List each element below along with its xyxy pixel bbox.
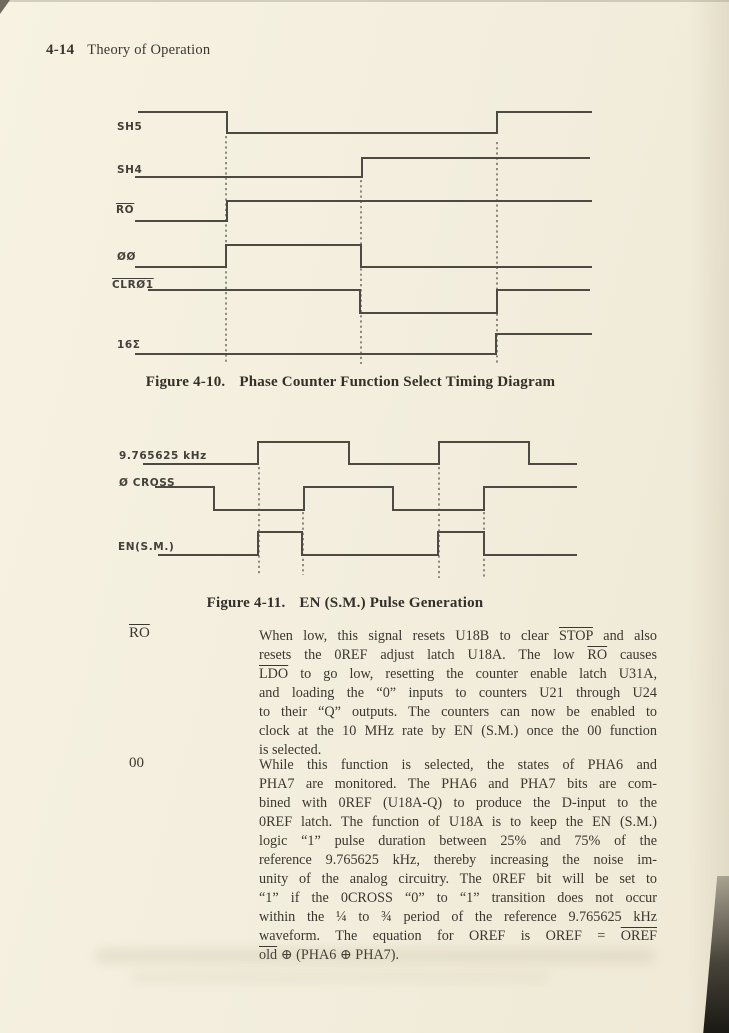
waveform-REF-9-765625-KHZ: [143, 442, 577, 464]
waveform-ZERO-ZERO: [135, 245, 592, 267]
waveform-SH5: [138, 112, 592, 133]
text-line: PHA7 are monitored. The PHA6 and PHA7 bits are com-: [259, 776, 657, 792]
signal-label-SH4: SH4: [117, 164, 143, 176]
figure-4-11-timing-diagram: [100, 435, 595, 585]
figure-4-11-caption-label: Figure 4-11.: [206, 595, 286, 611]
text-line: 0REF latch. The function of U18A is to keep the EN (S.M.): [259, 814, 657, 830]
text-line: unity of the analog circuitry. The 0REF bit will be set to: [259, 871, 657, 887]
zero-zero-description-paragraph: [259, 756, 657, 965]
ink-bleedthrough-artifact: [95, 948, 655, 964]
text-line: logic “1” pulse duration between 25% and 75% of the: [259, 833, 657, 849]
text-line: “1” if the 0CROSS “0” to “1” transition does not occur: [259, 890, 657, 906]
text-line: $\overline{old}$ ⊕ (PHA6 ⊕ PHA7).: [259, 947, 400, 963]
overlined-signal-name: OREF: [620, 928, 657, 944]
figure-4-11-caption: [95, 595, 595, 612]
text-line: and loading the “0” inputs to counters U21 through U24: [259, 685, 657, 701]
signal-label-16-SIGMA: 16Σ: [117, 339, 141, 351]
text-line: within the ¼ to ¾ period of the reference 9.765625 kHz: [259, 909, 657, 925]
figure-4-11-caption-title: EN (S.M.) Pulse Generation: [299, 595, 484, 611]
text-line: is selected.: [259, 742, 322, 758]
figure-4-10-caption: [98, 374, 603, 391]
waveform-CLR01: [148, 290, 590, 313]
waveform-0-CROSS: [155, 487, 577, 510]
text-line: bined with 0REF (U18A-Q) to produce the D-input to the: [259, 795, 657, 811]
signal-label-RO: $\overline{RO}$: [116, 204, 135, 216]
figure-4-10-waveform-canvas: [100, 100, 605, 378]
term-label-00: 00: [129, 755, 144, 771]
text-line: reference 9.765625 kHz, thereby increasing the noise im-: [259, 852, 657, 868]
signal-label-REF-9-765625-KHZ: 9.765625 kHz: [119, 450, 207, 462]
signal-label-CLR01: CLRØ1: [112, 279, 154, 291]
text-line: When low, this signal resets U18B to clear STOP and also: [259, 628, 657, 644]
page-top-edge-shadow: [0, 0, 729, 2]
text-line: resets the 0REF adjust latch U18A. The low $\overline{RO}$ causes: [259, 647, 657, 663]
page-number: 4-14: [46, 42, 75, 58]
term-label-ro: $\overline{RO}$: [129, 625, 150, 641]
overlined-signal-name: $\overline{RO}$: [587, 647, 608, 663]
signal-label-SH5: SH5: [117, 121, 143, 133]
overlined-signal-name: STOP: [558, 628, 593, 644]
ink-bleedthrough-artifact: [130, 972, 550, 983]
page-corner-artifact: [0, 0, 10, 14]
signal-label-EN-SM: EN(S.M.): [118, 541, 175, 553]
signal-label-0-CROSS: Ø CROSS: [119, 477, 176, 489]
waveform-RO: [135, 201, 592, 221]
page-header: [46, 42, 210, 59]
waveform-SH4: [135, 158, 590, 177]
figure-4-10-caption-title: Phase Counter Function Select Timing Diagram: [239, 374, 556, 390]
figure-4-10-timing-diagram: [100, 100, 605, 378]
signal-label-ZERO-ZERO: ØØ: [117, 251, 137, 263]
section-title: Theory of Operation: [87, 42, 211, 58]
text-line: $\overline{LDO}$ to go low, resetting the counter enable latch U31A,: [259, 666, 657, 682]
text-line: waveform. The equation for OREF is OREF = OREF: [259, 928, 657, 944]
text-line: While this function is selected, the states of PHA6 and: [259, 757, 657, 773]
overlined-signal-name: $\overline{LDO}$: [259, 666, 289, 682]
ro-description-paragraph: [259, 627, 657, 760]
text-line: clock at the 10 MHz rate by EN (S.M.) once the 00 function: [259, 723, 657, 739]
figure-4-10-caption-label: Figure 4-10.: [145, 374, 226, 390]
overlined-signal-name: $\overline{old}$: [259, 947, 278, 963]
waveform-EN-SM: [158, 532, 577, 555]
waveform-16-SIGMA: [135, 334, 592, 354]
text-line: to their “Q” outputs. The counters can now be enabled to: [259, 704, 657, 720]
